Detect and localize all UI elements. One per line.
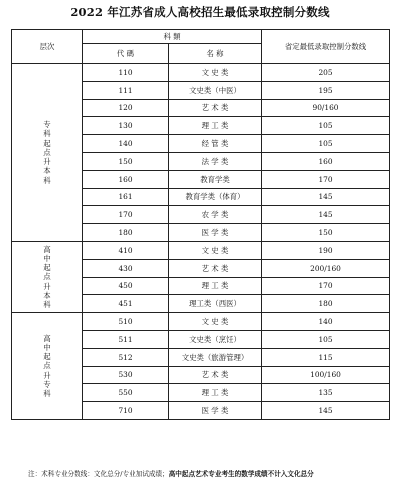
- score-cell: 150: [262, 224, 390, 242]
- level-group-label: [12, 64, 83, 242]
- level-group-char: 点: [43, 147, 51, 157]
- name-cell: 教育学类: [169, 170, 262, 188]
- name-cell: 文 史 类: [169, 313, 262, 331]
- level-group-char: 科: [43, 300, 51, 310]
- level-group-char: 本: [43, 290, 51, 300]
- name-cell: 教育学类（体育）: [169, 188, 262, 206]
- code-cell: 120: [83, 99, 169, 117]
- name-cell: 文史类（中医）: [169, 81, 262, 99]
- document-title: 2022 年江苏省成人高校招生最低录取控制分数线: [70, 5, 330, 19]
- code-cell: 430: [83, 259, 169, 277]
- code-cell: 150: [83, 152, 169, 170]
- level-group-char: 本: [43, 166, 51, 176]
- level-group-char: 科: [43, 389, 51, 399]
- name-cell: 文史类（旅游管理）: [169, 348, 262, 366]
- code-cell: 160: [83, 170, 169, 188]
- code-cell: 511: [83, 330, 169, 348]
- score-cell: 100/160: [262, 366, 390, 384]
- code-cell: 510: [83, 313, 169, 331]
- table-body: [12, 64, 390, 420]
- score-cell: 105: [262, 117, 390, 135]
- code-cell: 450: [83, 277, 169, 295]
- footnote-prefix: 注：术科专业分数线：文化总分/专业加试成绩；: [28, 470, 169, 478]
- score-cell: 170: [262, 277, 390, 295]
- level-group-char: 升: [43, 281, 51, 291]
- code-cell: 550: [83, 384, 169, 402]
- score-cell: 140: [262, 313, 390, 331]
- name-cell: 文史类（烹饪）: [169, 330, 262, 348]
- code-cell: 451: [83, 295, 169, 313]
- name-cell: 医 学 类: [169, 402, 262, 420]
- score-table: [11, 29, 390, 420]
- level-header: 层次: [12, 30, 83, 64]
- score-cell: 145: [262, 206, 390, 224]
- level-group-char: 升: [43, 157, 51, 167]
- score-cell: 105: [262, 330, 390, 348]
- level-group-char: 高: [43, 333, 51, 343]
- score-cell: 170: [262, 170, 390, 188]
- code-cell: 512: [83, 348, 169, 366]
- level-group-char: 高: [43, 244, 51, 254]
- level-group-char: 中: [43, 342, 51, 352]
- subject-header: 科 類: [83, 30, 262, 44]
- code-cell: 170: [83, 206, 169, 224]
- level-group-label: [12, 241, 83, 312]
- table-row: [12, 313, 390, 331]
- score-cell: 145: [262, 402, 390, 420]
- score-cell: 90/160: [262, 99, 390, 117]
- name-cell: 经 管 类: [169, 135, 262, 153]
- code-cell: 140: [83, 135, 169, 153]
- code-cell: 710: [83, 402, 169, 420]
- name-cell: 理 工 类: [169, 277, 262, 295]
- name-cell: 艺 术 类: [169, 259, 262, 277]
- level-group-char: 起: [43, 352, 51, 362]
- level-group-char: 起: [43, 263, 51, 273]
- code-header: 代 碼: [83, 44, 169, 64]
- score-header: 省定最低录取控制分数线: [262, 30, 390, 64]
- score-cell: 145: [262, 188, 390, 206]
- name-cell: 艺 术 类: [169, 366, 262, 384]
- name-cell: 理工类（西医）: [169, 295, 262, 313]
- score-cell: 190: [262, 241, 390, 259]
- level-group-char: 专: [43, 379, 51, 389]
- score-cell: 135: [262, 384, 390, 402]
- level-group-char: 起: [43, 138, 51, 148]
- score-cell: 180: [262, 295, 390, 313]
- name-cell: 文 史 类: [169, 241, 262, 259]
- score-cell: 200/160: [262, 259, 390, 277]
- footnote: [28, 470, 392, 480]
- name-header: 名 称: [169, 44, 262, 64]
- code-cell: 111: [83, 81, 169, 99]
- code-cell: 530: [83, 366, 169, 384]
- score-cell: 205: [262, 64, 390, 82]
- level-group-char: 点: [43, 272, 51, 282]
- level-group-char: 升: [43, 370, 51, 380]
- level-group-char: 专: [43, 120, 51, 130]
- name-cell: 理 工 类: [169, 117, 262, 135]
- footnote-highlight: 高中起点艺术专业考生的数学成绩不计入文化总分: [168, 470, 314, 478]
- score-cell: 105: [262, 135, 390, 153]
- level-group-char: 点: [43, 361, 51, 371]
- name-cell: 文 史 类: [169, 64, 262, 82]
- name-cell: 医 学 类: [169, 224, 262, 242]
- code-cell: 110: [83, 64, 169, 82]
- table-row: [12, 64, 390, 82]
- name-cell: 农 学 类: [169, 206, 262, 224]
- code-cell: 180: [83, 224, 169, 242]
- score-cell: 160: [262, 152, 390, 170]
- level-group-char: 中: [43, 253, 51, 263]
- code-cell: 410: [83, 241, 169, 259]
- level-group-char: 科: [43, 129, 51, 139]
- score-cell: 115: [262, 348, 390, 366]
- level-group-label: [12, 313, 83, 420]
- name-cell: 法 学 类: [169, 152, 262, 170]
- name-cell: 艺 术 类: [169, 99, 262, 117]
- name-cell: 理 工 类: [169, 384, 262, 402]
- level-group-char: 科: [43, 175, 51, 185]
- code-cell: 130: [83, 117, 169, 135]
- table-row: [12, 241, 390, 259]
- code-cell: 161: [83, 188, 169, 206]
- score-cell: 195: [262, 81, 390, 99]
